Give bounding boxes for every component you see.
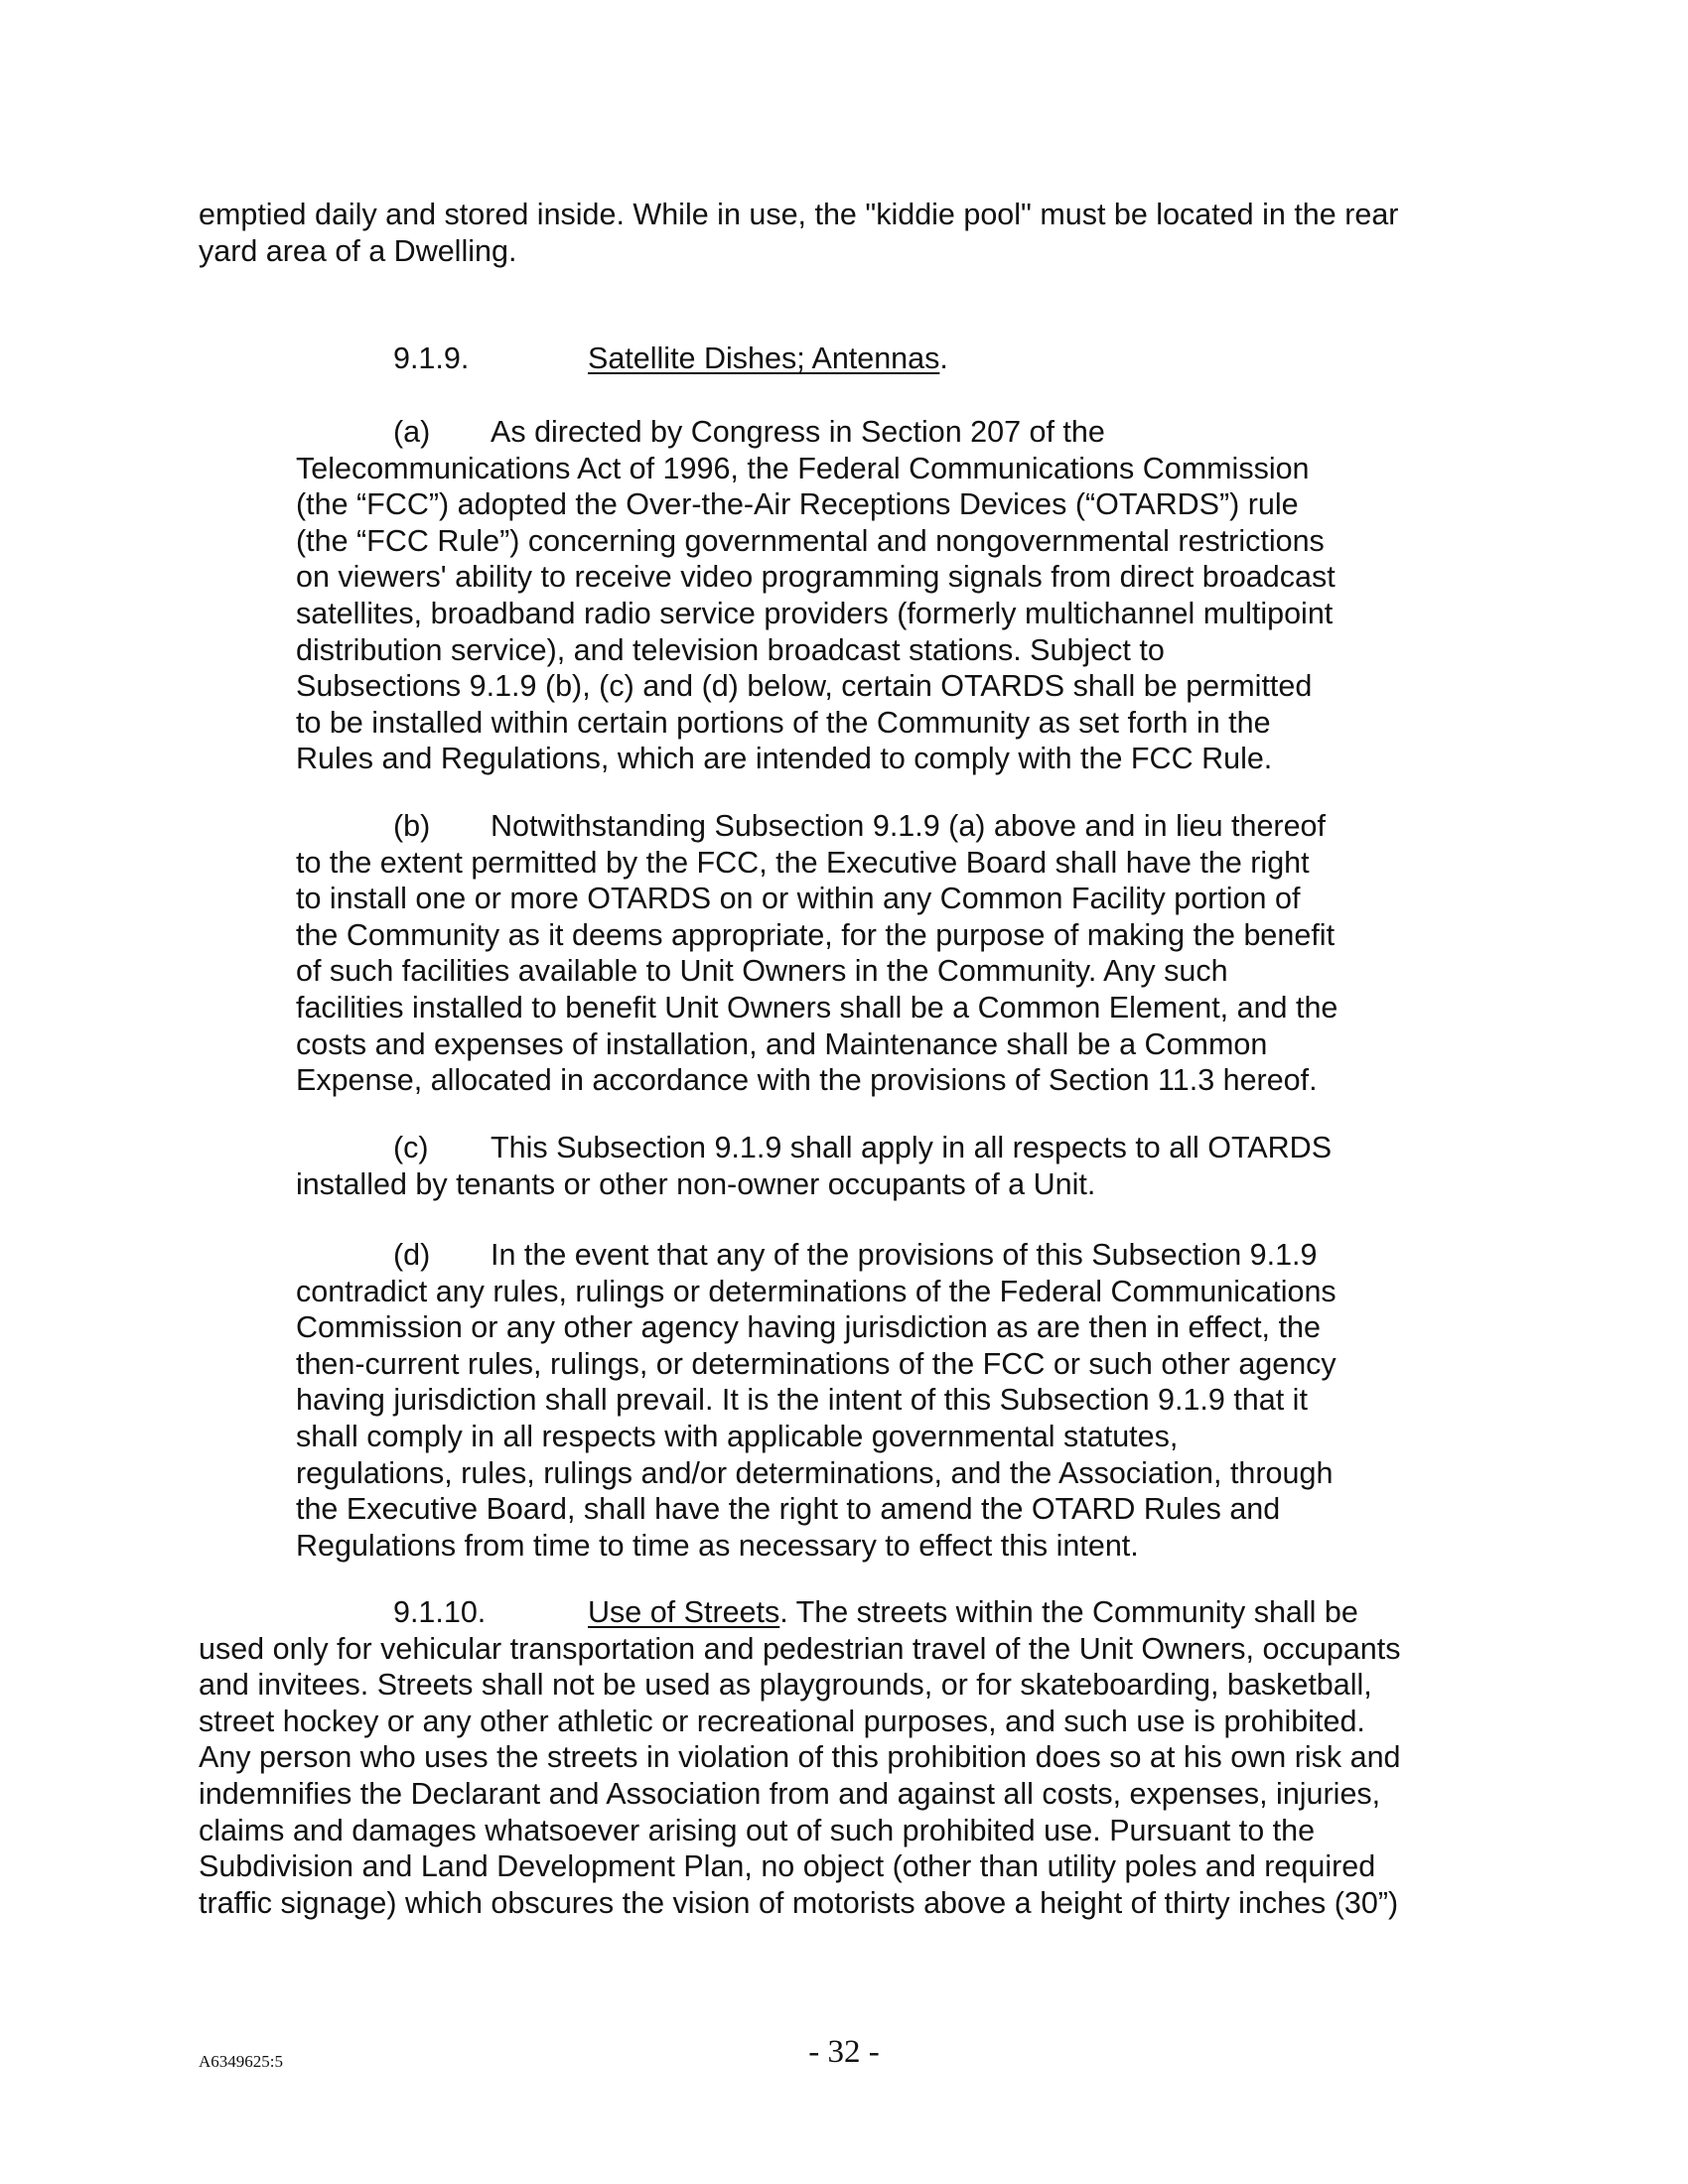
footer-page-number: - 32 -: [808, 2034, 880, 2070]
intro-line-2: yard area of a Dwelling.: [199, 233, 517, 268]
subsection-b-line: facilities installed to benefit Unit Owners shall be a Common Element, and the: [296, 990, 1338, 1024]
section-number-9110: 9.1.10.: [393, 1595, 487, 1629]
subsection-b-line: to the extent permitted by the FCC, the Executive Board shall have the right: [296, 845, 1310, 880]
subsection-d-line: Commission or any other agency having jurisdiction as are then in effect, the: [296, 1310, 1321, 1345]
subsection-a: [296, 414, 1336, 777]
subsection-a-first-line: As directed by Congress in Section 207 of the: [491, 415, 1105, 449]
section-9110-first-line: . The streets within the Community shall be: [779, 1595, 1358, 1629]
section-9110-line: street hockey or any other athletic or recreational purposes, and such use is prohibited.: [199, 1704, 1365, 1738]
subsection-a-line: (the “FCC Rule”) concerning governmental and nongovernmental restrictions: [296, 523, 1325, 558]
subsection-b: [296, 808, 1337, 1099]
section-9110-line: Any person who uses the streets in violation of this prohibition does so at his own risk and: [199, 1740, 1401, 1775]
section-title-919: Satellite Dishes; Antennas: [588, 341, 940, 375]
section-9110: [199, 1594, 1401, 1921]
subsection-b-line: of such facilities available to Unit Owners in the Community. Any such: [296, 954, 1228, 989]
subsection-a-label: (a): [393, 415, 431, 449]
section-title-9110: Use of Streets: [588, 1595, 780, 1629]
subsection-a-line: Subsections 9.1.9 (b), (c) and (d) below, certain OTARDS shall be permitted: [296, 669, 1313, 704]
footer-document-id: A6349625:5: [199, 2052, 283, 2071]
subsection-b-line: the Community as it deems appropriate, for the purpose of making the benefit: [296, 917, 1336, 952]
subsection-d-line: having jurisdiction shall prevail. It is the intent of this Subsection 9.1.9 that it: [296, 1383, 1308, 1418]
subsection-d-line: contradict any rules, rulings or determinations of the Federal Communications: [296, 1274, 1336, 1308]
subsection-a-line: (the “FCC”) adopted the Over-the-Air Receptions Devices (“OTARDS”) rule: [296, 487, 1299, 522]
subsection-d-label: (d): [393, 1238, 431, 1272]
section-title-919-suffix: .: [939, 341, 948, 375]
subsection-a-line: satellites, broadband radio service providers (formerly multichannel multipoint: [296, 596, 1334, 630]
section-9110-line: claims and damages whatsoever arising out of such prohibited use. Pursuant to the: [199, 1813, 1316, 1847]
subsection-b-line: costs and expenses of installation, and Maintenance shall be a Common: [296, 1026, 1268, 1061]
subsection-d-line: then-current rules, rulings, or determinations of the FCC or such other agency: [296, 1346, 1336, 1381]
section-9110-line: indemnifies the Declarant and Association from and against all costs, expenses, injuries,: [199, 1776, 1381, 1811]
subsection-d: [296, 1237, 1336, 1564]
subsection-c-line: installed by tenants or other non-owner occupants of a Unit.: [296, 1166, 1096, 1201]
subsection-a-line: on viewers' ability to receive video programming signals from direct broadcast: [296, 560, 1336, 595]
section-9110-line: and invitees. Streets shall not be used as playgrounds, or for skateboarding, basketball,: [199, 1668, 1372, 1703]
subsection-d-line: the Executive Board, shall have the right to amend the OTARD Rules and: [296, 1492, 1281, 1527]
subsection-b-label: (b): [393, 809, 431, 843]
intro-paragraph: [199, 197, 1398, 269]
subsection-b-first-line: Notwithstanding Subsection 9.1.9 (a) above and in lieu thereof: [491, 809, 1326, 843]
subsection-c-first-line: This Subsection 9.1.9 shall apply in all respects to all OTARDS: [491, 1131, 1333, 1164]
subsection-a-line: to be installed within certain portions of the Community as set forth in the: [296, 705, 1271, 740]
subsection-b-line: Expense, allocated in accordance with the provisions of Section 11.3 hereof.: [296, 1063, 1318, 1098]
subsection-a-line: distribution service), and television broadcast stations. Subject to: [296, 632, 1165, 667]
subsection-d-line: Regulations from time to time as necessary to effect this intent.: [296, 1528, 1139, 1563]
section-9110-line: traffic signage) which obscures the vision of motorists above a height of thirty inches (30”): [199, 1885, 1399, 1920]
subsection-b-line: to install one or more OTARDS on or within any Common Facility portion of: [296, 882, 1301, 916]
section-heading-919: [0, 341, 1688, 377]
subsection-d-first-line: In the event that any of the provisions of this Subsection 9.1.9: [491, 1238, 1318, 1272]
subsection-c-label: (c): [393, 1131, 429, 1164]
section-9110-line: used only for vehicular transportation and pedestrian travel of the Unit Owners, occupants: [199, 1631, 1401, 1666]
subsection-d-line: shall comply in all respects with applicable governmental statutes,: [296, 1419, 1179, 1453]
subsection-c: [296, 1130, 1333, 1202]
intro-line-1: emptied daily and stored inside. While in use, the "kiddie pool" must be located in the rear: [199, 198, 1399, 231]
section-number-919: 9.1.9.: [393, 341, 470, 375]
subsection-a-line: Rules and Regulations, which are intended to comply with the FCC Rule.: [296, 742, 1273, 776]
subsection-d-line: regulations, rules, rulings and/or determinations, and the Association, through: [296, 1455, 1334, 1490]
subsection-a-line: Telecommunications Act of 1996, the Federal Communications Commission: [296, 451, 1310, 485]
section-9110-line: Subdivision and Land Development Plan, no object (other than utility poles and required: [199, 1849, 1376, 1884]
